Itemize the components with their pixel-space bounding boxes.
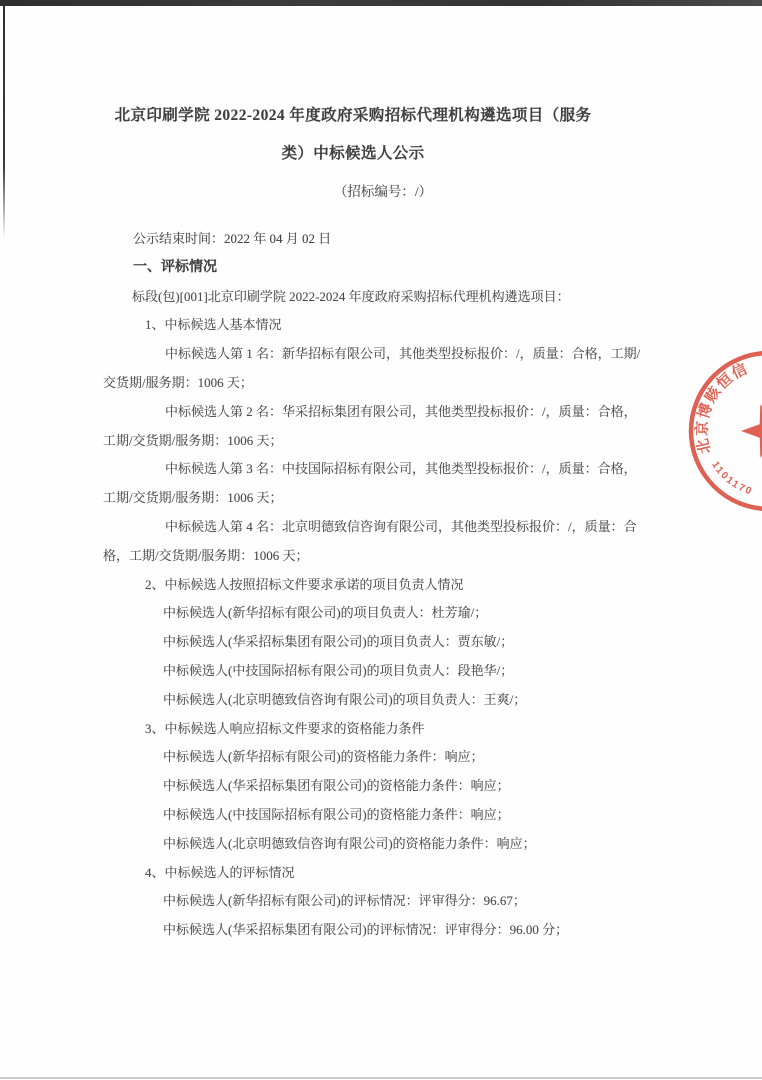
scan-artifact-left-edge <box>3 0 5 238</box>
bid-number-line: （招标编号：/） <box>333 184 433 199</box>
scan-artifact-top-edge <box>0 0 762 6</box>
document-body <box>103 97 641 945</box>
seal-company-text: 北京博赅恒信 <box>694 360 752 456</box>
project-manager-line-4: 中标候选人(北京明德致信咨询有限公司)的项目负责人：王爽/； <box>163 691 527 707</box>
evaluation-line-1: 中标候选人(新华招标有限公司)的评标情况：评审得分：96.67； <box>163 893 526 909</box>
qualification-line-4: 中标候选人(北京明德致信咨询有限公司)的资格能力条件：响应； <box>163 835 536 851</box>
svg-text:1101170 <box>709 460 754 498</box>
company-seal <box>669 331 762 531</box>
project-manager-line-3: 中标候选人(中技国际招标有限公司)的项目负责人：段艳华/； <box>163 662 514 678</box>
evaluation-line-2: 中标候选人(华采招标集团有限公司)的评标情况：评审得分：96.00 分； <box>163 922 569 938</box>
qualification-line-2: 中标候选人(华采招标集团有限公司)的资格能力条件：响应； <box>163 778 510 794</box>
project-manager-line-2: 中标候选人(华采招标集团有限公司)的项目负责人：贾东敏/； <box>163 634 514 650</box>
svg-text:北京博赅恒信 <box>693 359 752 455</box>
qualification-line-1: 中标候选人(新华招标有限公司)的资格能力条件：响应； <box>163 749 484 765</box>
candidate-line-4: 中标候选人第 4 名：北京明德致信咨询有限公司，其他类型投标报价：/，质量：合格，工期/交货期/服务期：1006 天； <box>103 518 637 563</box>
qualification-line-3: 中标候选人(中技国际招标有限公司)的资格能力条件：响应； <box>163 806 510 822</box>
project-manager-line-1: 中标候选人(新华招标有限公司)的项目负责人：杜芳瑜/； <box>163 605 488 621</box>
section-heading-evaluation: 一、评标情况 <box>133 259 217 275</box>
subheading-qualifications: 3、中标候选人响应招标文件要求的资格能力条件 <box>145 720 425 736</box>
scan-artifact-bottom-edge <box>0 1077 762 1079</box>
subheading-evaluation-scores: 4、中标候选人的评标情况 <box>145 864 295 880</box>
subheading-project-managers: 2、中标候选人按照招标文件要求承诺的项目负责人情况 <box>145 576 464 592</box>
seal-ring <box>691 353 762 509</box>
publicity-end-time: 公示结束时间：2022 年 04 月 02 日 <box>133 231 332 246</box>
lot-line: 标段(包)[001]北京印刷学院 2022-2024 年度政府采购招标代理机构遴选项目： <box>132 288 570 304</box>
candidate-line-3: 中标候选人第 3 名：中技国际招标有限公司，其他类型投标报价：/，质量：合格，工期/交货期/服务期：1006 天； <box>103 461 637 506</box>
document-title: 北京印刷学院 2022-2024 年度政府采购招标代理机构遴选项目（服务类）中标候选人公示 <box>114 107 592 162</box>
candidate-line-1: 中标候选人第 1 名：新华招标有限公司，其他类型投标报价：/，质量：合格，工期/交货期/服务期：1006 天； <box>103 346 641 390</box>
subheading-candidates-basic: 1、中标候选人基本情况 <box>145 317 282 333</box>
seal-registration-number: 1101170 <box>709 459 755 498</box>
candidate-line-2: 中标候选人第 2 名：华采招标集团有限公司，其他类型投标报价：/，质量：合格，工期/交货期/服务期：1006 天； <box>103 403 637 448</box>
seal-star-icon <box>735 396 762 461</box>
